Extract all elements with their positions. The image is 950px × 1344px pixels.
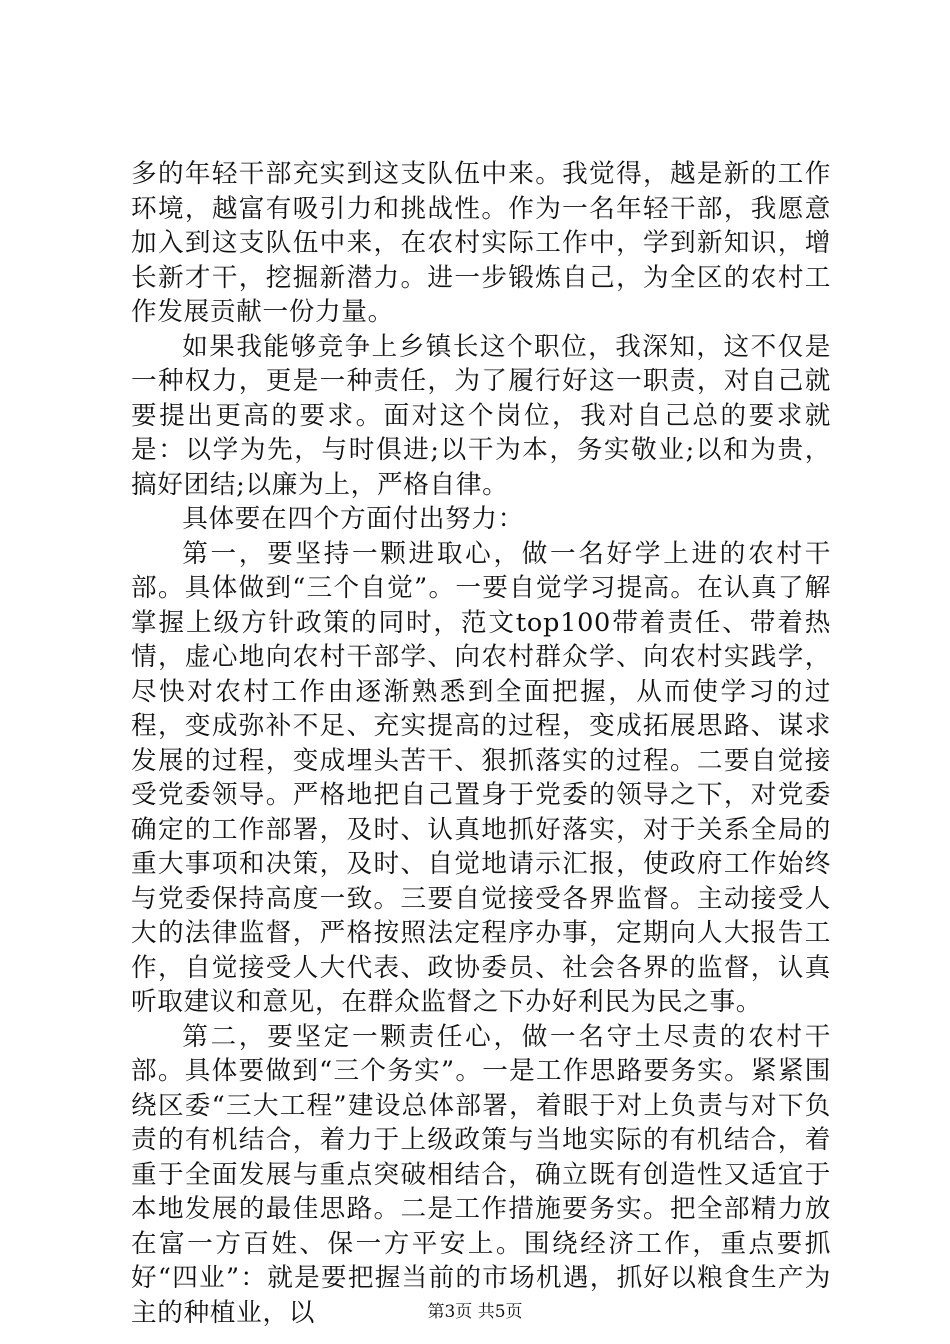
document-body [131, 157, 831, 1330]
page-footer: 第3页 共5页 [427, 1302, 523, 1322]
paragraph-3: 具体要在四个方面付出努力： [182, 504, 525, 534]
paragraph-2: 如果我能够竞争上乡镇长这个职位，我深知，这不仅是一种权力，更是一种责任，为了履行好这一职责，对自己就要提出更高的要求。面对这个岗位，我对自己总的要求就是：以学为先，与时俱进;以干为本，务实敬业;以和为贵，搞好团结;以廉为上，严格自律。 [131, 331, 831, 500]
paragraph-5: 第二，要坚定一颗责任心，做一名守土尽责的农村干部。具体要做到“三个务实”。一是工作思路要务实。紧紧围绕区委“三大工程”建设总体部署，着眼于对上负责与对下负责的有机结合，着力于上级政策与当地实际的有机结合，着重于全面发展与重点突破相结合，确立既有创造性又适宜于本地发展的最佳思路。二是工作措施要务实。把全部精力放在富一方百姓、保一方平安上。围绕经济工作，重点要抓好“四业”：就是要把握当前的市场机遇，抓好以粮食生产为主的种植业，以 [131, 1021, 831, 1328]
paragraph-4: 第一，要坚持一颗进取心，做一名好学上进的农村干部。具体做到“三个自觉”。一要自觉学习提高。在认真了解掌握上级方针政策的同时，范文top100带着责任、带着热情，虚心地向农村干部学、向农村群众学、向农村实践学，尽快对农村工作由逐渐熟悉到全面把握，从而使学习的过程，变成弥补不足、充实提高的过程，变成拓展思路、谋求发展的过程，变成埋头苦干、狠抓落实的过程。二要自觉接受党委领导。严格地把自己置身于党委的领导之下，对党委确定的工作部署，及时、认真地抓好落实，对于关系全局的重大事项和决策，及时、自觉地请示汇报，使政府工作始终与党委保持高度一致。三要自觉接受各界监督。主动接受人大的法律监督，严格按照法定程序办事，定期向人大报告工作，自觉接受人大代表、政协委员、社会各界的监督，认真听取建议和意见，在群众监督之下办好利民为民之事。 [131, 538, 831, 1017]
paragraph-1: 多的年轻干部充实到这支队伍中来。我觉得，越是新的工作环境，越富有吸引力和挑战性。作为一名年轻干部，我愿意加入到这支队伍中来，在农村实际工作中，学到新知识，增长新才干，挖掘新潜力。进一步锻炼自己，为全区的农村工作发展贡献一份力量。 [131, 159, 831, 327]
